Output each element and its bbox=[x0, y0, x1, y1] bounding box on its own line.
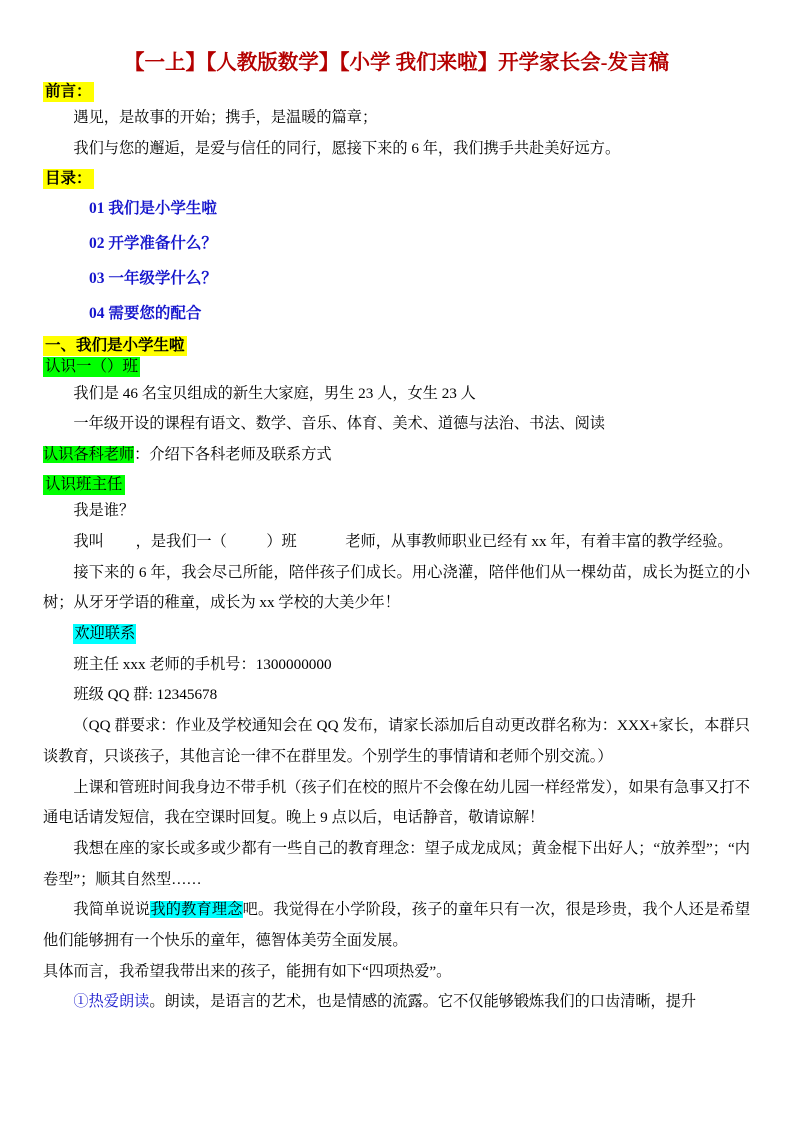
my-philosophy-paragraph bbox=[43, 895, 750, 956]
preface-heading-text: 前言： bbox=[45, 82, 92, 100]
subject-teachers-text: ：介绍下各科老师及联系方式 bbox=[134, 445, 332, 463]
contact-heading-text: 欢迎联系 bbox=[74, 625, 136, 642]
self-intro-line bbox=[43, 527, 750, 558]
toc-item-02[interactable]: 02 开学准备什么？ bbox=[89, 234, 217, 252]
qq-group-rules-paragraph: （QQ 群要求：作业及学校通知会在 QQ 发布，请家长添加后自动更改群名称为：XXX+家长，本群只谈教育，只谈孩子，其他言论一律不在群里发。个别学生的事情请和老师个别交流。） bbox=[43, 717, 750, 765]
self-intro-part-c: ）班 bbox=[266, 532, 297, 550]
love-one-marker: ①热爱朗读 bbox=[73, 993, 150, 1011]
self-intro-part-a: 我叫 bbox=[73, 532, 104, 550]
toc-item-03[interactable]: 03 一年级学什么？ bbox=[89, 269, 217, 287]
class-qq-group-line: 班级 QQ 群: 12345678 bbox=[73, 686, 218, 704]
toc-item-01[interactable]: 01 我们是小学生啦 bbox=[89, 200, 217, 218]
preface-line-1: 遇见，是故事的开始；携手，是温暖的篇章； bbox=[73, 109, 378, 127]
preface-heading bbox=[43, 84, 750, 100]
class-intro-heading bbox=[43, 359, 750, 375]
class-size-line: 我们是 46 名宝贝组成的新生大家庭，男生 23 人，女生 23 人 bbox=[73, 384, 476, 402]
homeroom-heading-text: 认识班主任 bbox=[45, 475, 123, 493]
toc-item-04[interactable]: 04 需要您的配合 bbox=[89, 304, 202, 322]
growth-pledge-paragraph: 接下来的 6 年，我会尽己所能，陪伴孩子们成长。用心浇灌，陪伴他们从一棵幼苗，成长为挺立的小树；从牙牙学语的稚童，成长为 xx 学校的大美少年！ bbox=[43, 563, 750, 612]
homeroom-heading bbox=[43, 477, 750, 493]
class-intro-heading-text: 认识一（）班 bbox=[45, 358, 139, 376]
chapter-one-heading bbox=[43, 338, 750, 354]
preface-line-2: 我们与您的邂逅，是爱与信任的同行，愿接下来的 6 年，我们携手共赴美好远方。 bbox=[73, 139, 621, 157]
homeroom-phone-line: 班主任 xxx 老师的手机号：1300000000 bbox=[73, 655, 332, 673]
love-one-paragraph bbox=[43, 987, 750, 1018]
subject-teachers-heading: 认识各科老师 bbox=[43, 445, 135, 463]
curriculum-line: 一年级开设的课程有语文、数学、音乐、体育、美术、道德与法治、书法、阅读 bbox=[73, 415, 605, 433]
contact-heading bbox=[43, 619, 750, 650]
phone-policy-paragraph: 上课和管班时间我身边不带手机（孩子们在校的照片不会像在幼儿园一样经常发），如果有急事又打不通电话请发短信，我在空课时回复。晚上 9 点以后，电话静音，敬请谅解！ bbox=[43, 778, 750, 827]
toc-heading-text: 目录： bbox=[45, 169, 92, 187]
subject-teachers-line bbox=[43, 440, 750, 471]
who-am-i-line: 我是谁？ bbox=[73, 502, 135, 520]
four-loves-intro-paragraph: 具体而言，我希望我带出来的孩子，能拥有如下“四项热爱”。 bbox=[43, 962, 452, 980]
my-philosophy-highlight: 我的教育理念 bbox=[150, 901, 243, 919]
self-intro-part-b: ，是我们一（ bbox=[135, 532, 227, 550]
love-one-text: 。朗读，是语言的艺术，也是情感的流露。它不仅能够锻炼我们的口齿清晰，提升 bbox=[149, 993, 697, 1011]
table-of-contents bbox=[43, 192, 750, 332]
my-philosophy-prefix: 我简单说说 bbox=[73, 901, 151, 919]
self-intro-part-d: 老师，从事教师职业已经有 xx 年，有着丰富的教学经验。 bbox=[345, 532, 733, 550]
education-philosophy-intro-paragraph: 我想在座的家长或多或少都有一些自己的教育理念：望子成龙成凤；黄金棍下出好人；“放养型”；“内卷型”；顺其自然型…… bbox=[43, 839, 750, 888]
my-philosophy-suffix: 吧。我觉得在小学阶段，孩子的童年只有一次，很是珍贵，我个人还是希望他们能够拥有一个快乐的童年，德智体美劳全面发展。 bbox=[43, 901, 751, 950]
page-title: 【一上】【人教版数学】【小学 我们来啦】开学家长会-发言稿 bbox=[124, 52, 669, 74]
toc-heading bbox=[43, 171, 750, 187]
chapter-one-heading-text: 一、我们是小学生啦 bbox=[45, 336, 185, 354]
